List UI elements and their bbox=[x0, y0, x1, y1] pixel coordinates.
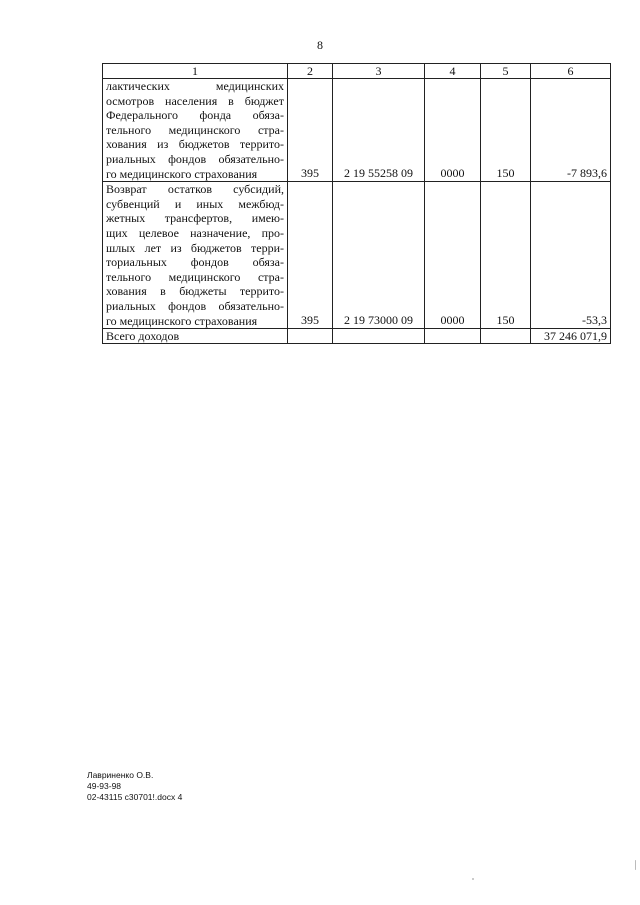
cell-revenue-code: 2 19 55258 09 bbox=[333, 79, 425, 182]
row-description bbox=[103, 79, 288, 182]
header-col-3: 3 bbox=[333, 64, 425, 79]
budget-table bbox=[102, 63, 611, 344]
table-row bbox=[103, 182, 611, 329]
description-line: шлых лет из бюджетов терри- bbox=[106, 240, 284, 255]
cell-admin-code: 395 bbox=[288, 79, 333, 182]
cell-program-code: 0000 bbox=[425, 79, 481, 182]
footer-phone: 49-93-98 bbox=[87, 781, 122, 791]
cell-economic-code: 150 bbox=[481, 182, 531, 329]
scan-speck bbox=[635, 860, 636, 870]
header-col-6: 6 bbox=[531, 64, 611, 79]
description-line: тельного медицинского стра- bbox=[106, 269, 284, 284]
total-empty-cell bbox=[288, 329, 333, 344]
header-col-4: 4 bbox=[425, 64, 481, 79]
description-line: го медицинского страхования bbox=[106, 166, 258, 181]
description-line: хования в бюджеты террито- bbox=[106, 284, 284, 299]
footer-file-ref: 02-43115 с30701!.docx 4 bbox=[87, 792, 183, 802]
total-row bbox=[103, 329, 611, 344]
description-line: жетных трансфертов, имею- bbox=[106, 211, 284, 226]
description-line: хования из бюджетов террито- bbox=[106, 137, 284, 152]
row-description bbox=[103, 182, 288, 329]
total-empty-cell bbox=[481, 329, 531, 344]
cell-program-code: 0000 bbox=[425, 182, 481, 329]
description-line: риальных фондов обязательно- bbox=[106, 151, 284, 166]
cell-amount: -53,3 bbox=[531, 182, 611, 329]
description-line: Федерального фонда обяза- bbox=[106, 108, 284, 123]
table-row bbox=[103, 79, 611, 182]
description-line: лактических медицинских bbox=[106, 79, 284, 93]
cell-admin-code: 395 bbox=[288, 182, 333, 329]
description-line: субвенций и иных межбюд- bbox=[106, 196, 284, 211]
table-header-row bbox=[103, 64, 611, 79]
cell-amount: -7 893,6 bbox=[531, 79, 611, 182]
cell-economic-code: 150 bbox=[481, 79, 531, 182]
document-footer bbox=[87, 770, 182, 803]
page-number: 8 bbox=[317, 38, 323, 52]
total-empty-cell bbox=[333, 329, 425, 344]
header-col-5: 5 bbox=[481, 64, 531, 79]
total-empty-cell bbox=[425, 329, 481, 344]
header-col-2: 2 bbox=[288, 64, 333, 79]
description-line: щих целевое назначение, про- bbox=[106, 225, 284, 240]
total-amount: 37 246 071,9 bbox=[531, 329, 611, 344]
description-line: Возврат остатков субсидий, bbox=[106, 182, 284, 197]
description-line: риальных фондов обязательно- bbox=[106, 298, 284, 313]
description-line: ториальных фондов обяза- bbox=[106, 255, 284, 270]
cell-revenue-code: 2 19 73000 09 bbox=[333, 182, 425, 329]
scan-speck bbox=[472, 878, 474, 880]
description-line: осмотров населения в бюджет bbox=[106, 93, 284, 108]
description-line: го медицинского страхования bbox=[106, 313, 258, 328]
footer-author: Лавриненко О.В. bbox=[87, 770, 154, 780]
total-label: Всего доходов bbox=[103, 329, 288, 344]
header-col-1: 1 bbox=[103, 64, 288, 79]
description-line: тельного медицинского стра- bbox=[106, 122, 284, 137]
